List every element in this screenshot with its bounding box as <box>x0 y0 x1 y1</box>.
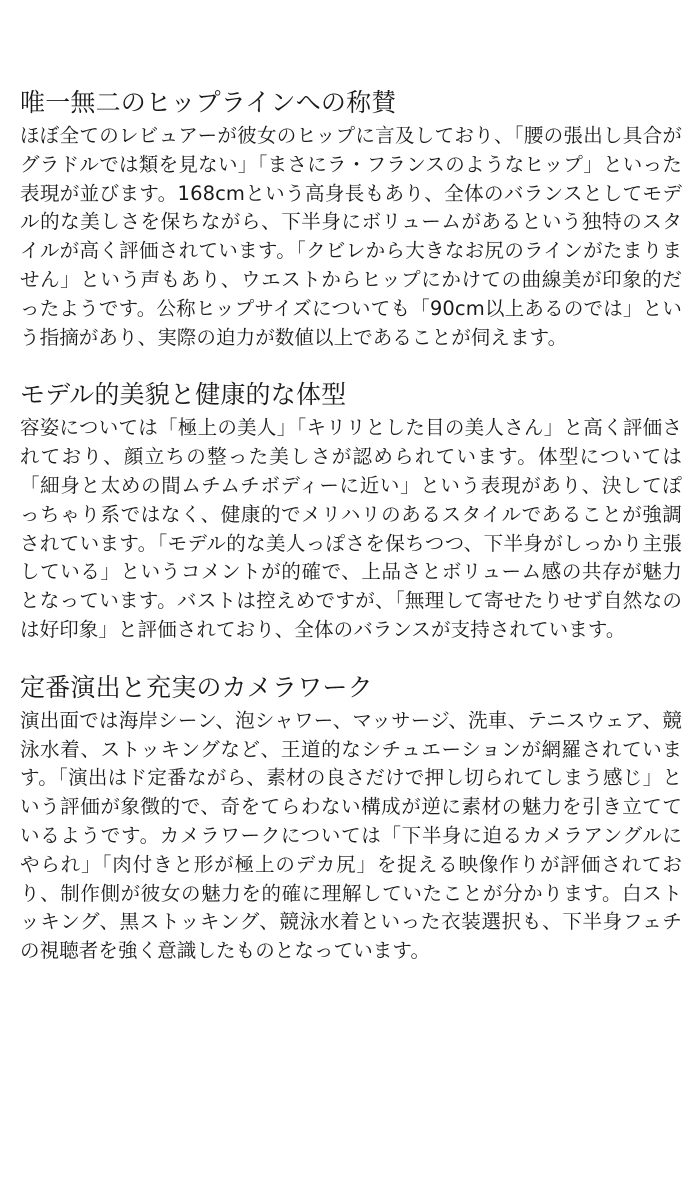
section-body: 容姿については「極上の美人」「キリリとした目の美人さん」と高く評価されており、顔立ちの整った美しさが認められています。体型については「細身と太めの間ムチムチボディーに近い」という表現があり、決してぽっちゃり系ではなく、健康的でメリハリのあるスタイルであることが強調されています。「モデル的な美人っぽさを保ちつつ、下半身がしっかり主張している」というコメントが的確で、上品さとボリューム感の共存が魅力となっています。バストは控えめですが、「無理して寄せたりせず自然なのは好印象」と評価されており、全体のバランスが支持されています。 <box>20 416 682 641</box>
article <box>20 84 682 990</box>
section-hip-line <box>20 84 682 352</box>
section-title: モデル的美貌と健康的な体型 <box>20 380 347 410</box>
section-beauty-and-body <box>20 376 682 644</box>
section-direction-and-camera <box>20 669 682 966</box>
section-title: 唯一無二のヒップラインへの称賛 <box>20 88 397 117</box>
section-body: 演出面では海岸シーン、泡シャワー、マッサージ、洗車、テニスウェア、競泳水着、ストッキングなど、王道的なシチュエーションが網羅されています。「演出はド定番ながら、素材の良さだけで押し切られてしまう感じ」という評価が象徴的で、奇をてらわない構成が逆に素材の魅力を引き立てているようです。カメラワークについては「下半身に迫るカメラアングルにやられ」「肉付きと形が極上のデカ尻」を捉える映像作りが評価されており、制作側が彼女の魅力を的確に理解していたことが分かります。白ストッキング、黒ストッキング、競泳水着といった衣装選択も、下半身フェチの視聴者を強く意識したものとなっています。 <box>20 708 682 963</box>
section-body: ほぼ全てのレビュアーが彼女のヒップに言及しており、「腰の張出し具合がグラドルでは類を見ない」「まさにラ・フランスのようなヒップ」といった表現が並びます。168cmという高身長もあり、全体のバランスとしてモデル的な美しさを保ちながら、下半身にボリュームがあるという独特のスタイルが高く評価されています。「クビレから大きなお尻のラインがたまりません」という声もあり、ウエストからヒップにかけての曲線美が印象的だったようです。公称ヒップサイズについても「90cm以上あるのでは」という指摘があり、実際の迫力が数値以上であることが伺えます。 <box>20 124 682 349</box>
section-title: 定番演出と充実のカメラワーク <box>20 672 373 702</box>
